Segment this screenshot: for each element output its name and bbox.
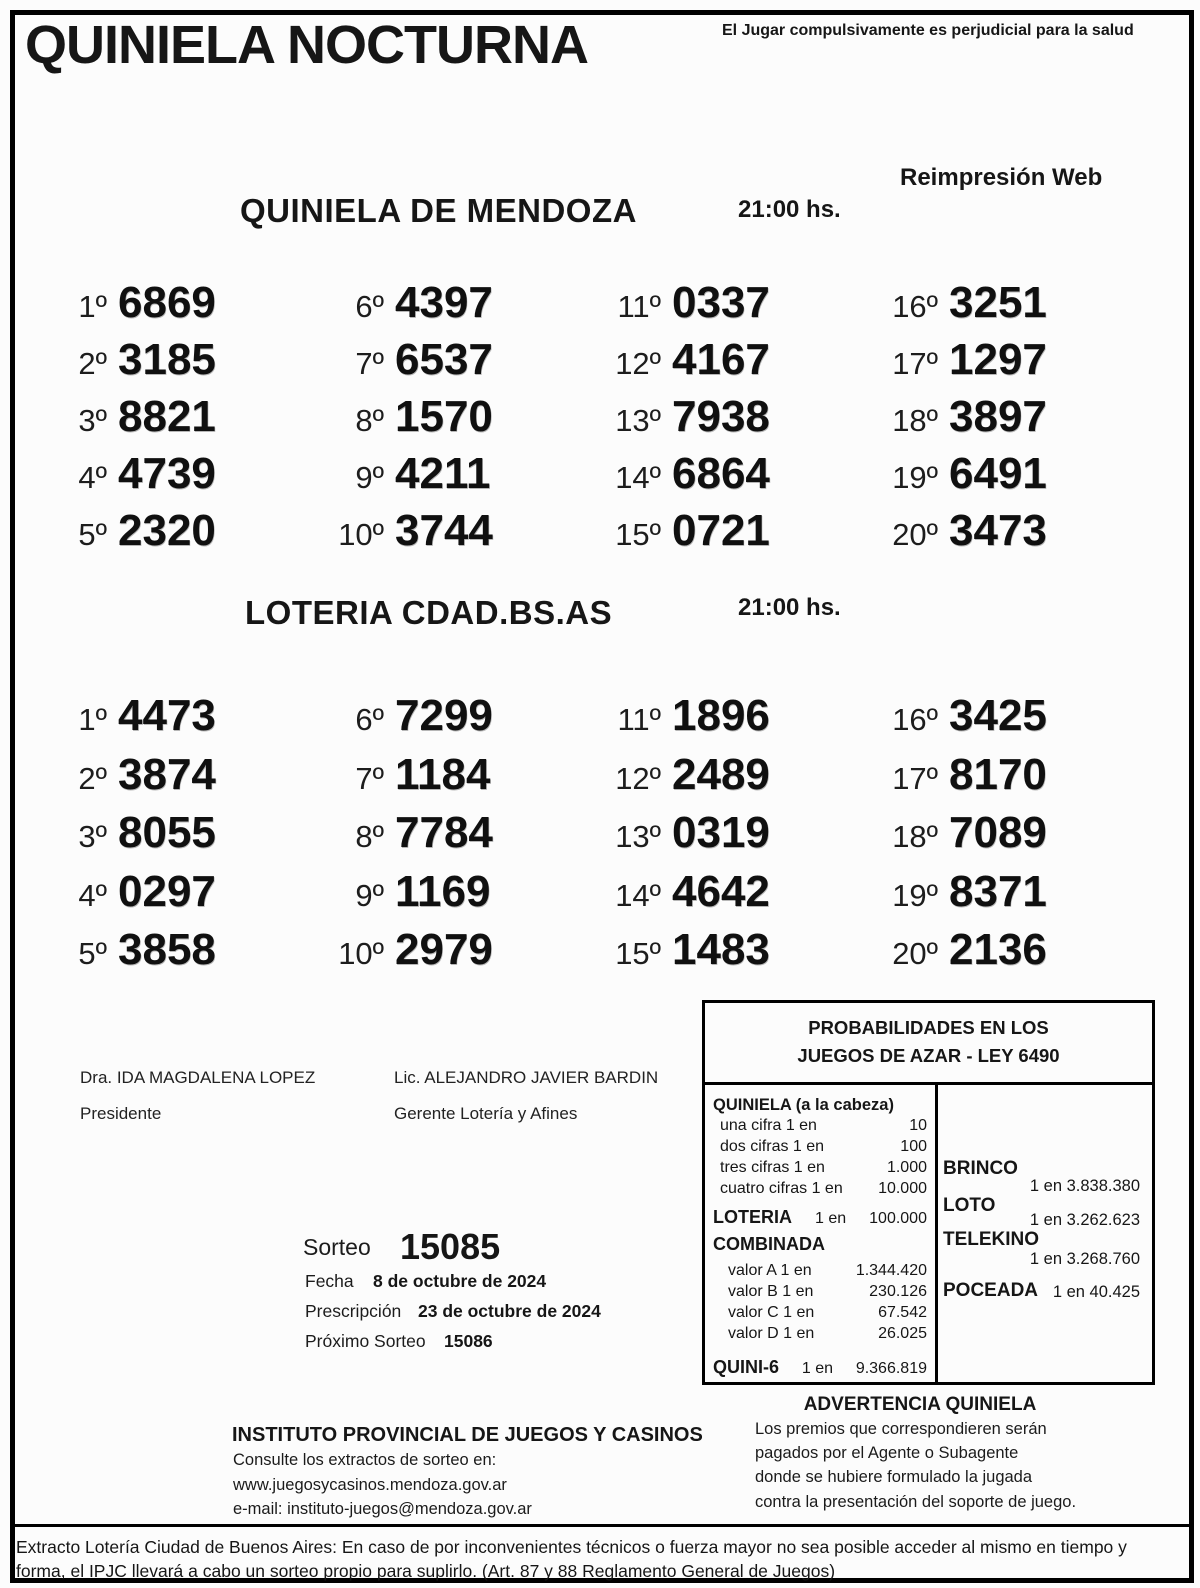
result-cell: [594, 746, 871, 805]
odds-row: [713, 1138, 927, 1159]
result-cell: [40, 687, 317, 746]
odds-row: [713, 1159, 927, 1180]
odds-label: valor D 1 en: [728, 1325, 815, 1342]
loto-odds: 1 en 3.262.623: [1029, 1211, 1140, 1229]
result-cell: [594, 502, 871, 559]
result-position: 8º: [355, 819, 384, 854]
result-cell: [317, 388, 594, 445]
result-number: 4211: [395, 449, 491, 498]
result-number: 3897: [949, 392, 1047, 441]
mendoza-draw-time: 21:00 hs.: [738, 196, 841, 223]
result-cell: [871, 274, 1148, 331]
result-number: 1169: [395, 866, 491, 916]
result-position: 18º: [892, 819, 938, 854]
mendoza-results-grid: [40, 274, 1148, 559]
odds-row: [713, 1262, 927, 1283]
result-position: 19º: [892, 877, 938, 913]
result-number: 1570: [395, 392, 493, 441]
result-number: 3185: [118, 335, 216, 384]
result-position: 5º: [78, 936, 107, 971]
telekino-label: TELEKINO: [943, 1229, 1040, 1250]
odds-value: 26.025: [878, 1325, 927, 1342]
result-cell: [594, 863, 871, 922]
result-cell: [871, 502, 1148, 559]
result-position: 19º: [892, 460, 938, 495]
signature-right-name: Lic. ALEJANDRO JAVIER BARDIN: [394, 1068, 659, 1087]
page-title: QUINIELA NOCTURNA: [25, 15, 588, 75]
health-warning: El Jugar compulsivamente es perjudicial para la salud: [722, 22, 1134, 39]
instituto-website: www.juegosycasinos.mendoza.gov.ar: [233, 1476, 507, 1494]
result-position: 5º: [78, 517, 107, 552]
odds-value: 1.344.420: [855, 1262, 927, 1279]
result-position: 4º: [78, 460, 107, 495]
result-cell: [871, 921, 1148, 980]
result-cell: [40, 445, 317, 502]
result-number: 2136: [949, 925, 1047, 974]
result-cell: [317, 804, 594, 863]
result-number: 8170: [949, 749, 1047, 799]
probabilities-title-line2: JUEGOS DE AZAR - LEY 6490: [797, 1045, 1060, 1066]
combinada-header: COMBINADA: [713, 1234, 825, 1254]
mendoza-section-title: QUINIELA DE MENDOZA: [240, 192, 637, 229]
result-position: 17º: [892, 346, 938, 381]
result-number: 1297: [949, 335, 1047, 384]
result-number: 2320: [118, 506, 216, 555]
result-number: 7299: [395, 691, 493, 740]
result-cell: [871, 445, 1148, 502]
odds-row: [713, 1180, 927, 1201]
result-position: 3º: [78, 819, 107, 854]
result-position: 18º: [892, 403, 938, 438]
bsas-section-title: LOTERIA CDAD.BS.AS: [245, 594, 613, 631]
probabilities-horizontal-divider: [705, 1082, 1152, 1085]
odds-value: 10.000: [878, 1180, 927, 1197]
odds-label: valor A 1 en: [728, 1262, 812, 1279]
quini6-odds-value: 9.366.819: [855, 1360, 927, 1377]
probabilities-left-column: [713, 1096, 927, 1379]
odds-row: [713, 1117, 927, 1138]
odds-value: 1.000: [886, 1159, 927, 1176]
result-number: 8371: [949, 866, 1047, 916]
result-number: 8055: [118, 808, 216, 857]
result-position: 10º: [338, 517, 384, 552]
proximo-sorteo-label: Próximo Sorteo: [305, 1331, 426, 1351]
odds-value: 67.542: [878, 1304, 927, 1321]
result-number: 0337: [672, 278, 770, 327]
result-number: 1184: [395, 749, 491, 799]
result-number: 7938: [672, 392, 770, 441]
result-position: 9º: [355, 460, 384, 495]
fecha-value: 8 de octubre de 2024: [373, 1271, 547, 1291]
probabilities-title-line1: PROBABILIDADES EN LOS: [808, 1017, 1049, 1038]
odds-label: una cifra 1 en: [720, 1117, 817, 1134]
advertencia-line: donde se hubiere formulado la jugada: [755, 1468, 1033, 1486]
result-position: 16º: [892, 702, 938, 737]
loteria-odds-label: LOTERIA: [713, 1207, 792, 1227]
result-position: 9º: [355, 877, 384, 913]
brinco-odds: 1 en 3.838.380: [1029, 1177, 1140, 1195]
footer-divider: [10, 1524, 1194, 1527]
result-cell: [40, 804, 317, 863]
instituto-title: INSTITUTO PROVINCIAL DE JUEGOS Y CASINOS: [232, 1424, 703, 1446]
result-cell: [594, 331, 871, 388]
probabilities-vertical-divider: [935, 1085, 938, 1382]
result-number: 4473: [118, 691, 216, 740]
result-cell: [40, 331, 317, 388]
result-number: 3425: [949, 691, 1047, 740]
result-number: 4739: [118, 449, 216, 498]
result-number: 3744: [395, 506, 493, 555]
result-position: 15º: [615, 936, 661, 971]
result-cell: [317, 863, 594, 922]
footer-note-line1: Extracto Lotería Ciudad de Buenos Aires: En caso de por inconvenientes técnicos o fuerza mayor no sea posible acceder al mismo en tiempo y: [16, 1537, 1127, 1557]
odds-row: [713, 1325, 927, 1346]
result-number: 6864: [672, 449, 770, 498]
advertencia-line: contra la presentación del soporte de juego.: [755, 1493, 1077, 1511]
result-number: 7089: [949, 808, 1047, 857]
instituto-email: e-mail: instituto-juegos@mendoza.gov.ar: [233, 1500, 532, 1518]
result-number: 4642: [672, 866, 770, 916]
result-cell: [317, 746, 594, 805]
result-cell: [871, 804, 1148, 863]
loteria-odds-value: 100.000: [869, 1210, 927, 1227]
result-position: 2º: [78, 346, 107, 381]
result-cell: [40, 502, 317, 559]
result-position: 14º: [615, 877, 661, 913]
result-position: 4º: [78, 877, 107, 913]
poceada-odds: 1 en 40.425: [1052, 1283, 1140, 1301]
odds-label: cuatro cifras 1 en: [720, 1180, 843, 1197]
result-number: 7784: [395, 808, 493, 857]
result-cell: [40, 863, 317, 922]
result-number: 4397: [395, 278, 493, 327]
result-number: 0721: [672, 506, 770, 555]
result-cell: [871, 388, 1148, 445]
quini6-odds-label: QUINI-6: [713, 1357, 780, 1377]
result-position: 7º: [355, 760, 384, 796]
result-position: 14º: [615, 460, 661, 495]
result-number: 6491: [949, 449, 1047, 498]
odds-label: valor B 1 en: [728, 1283, 814, 1300]
result-position: 13º: [615, 403, 661, 438]
result-position: 16º: [892, 289, 938, 324]
odds-label: valor C 1 en: [728, 1304, 815, 1321]
prescripcion-value: 23 de octubre de 2024: [418, 1301, 601, 1321]
result-cell: [317, 687, 594, 746]
result-number: 3473: [949, 506, 1047, 555]
sorteo-number: 15085: [400, 1226, 501, 1267]
result-position: 11º: [617, 289, 661, 324]
result-number: 1483: [672, 925, 770, 974]
result-cell: [594, 388, 871, 445]
odds-value: 100: [900, 1138, 927, 1155]
loteria-odds-mid: 1 en: [815, 1210, 847, 1227]
result-cell: [40, 921, 317, 980]
result-position: 7º: [355, 346, 384, 381]
result-number: 0319: [672, 808, 770, 857]
result-position: 1º: [78, 289, 107, 324]
result-cell: [871, 863, 1148, 922]
result-number: 3874: [118, 749, 216, 799]
advertencia-line: Los premios que correspondieren serán: [755, 1420, 1047, 1438]
odds-value: 230.126: [869, 1283, 927, 1300]
result-number: 6537: [395, 335, 493, 384]
loto-label: LOTO: [943, 1195, 996, 1216]
poceada-label: POCEADA: [943, 1280, 1039, 1301]
result-position: 12º: [615, 346, 661, 381]
brinco-label: BRINCO: [943, 1158, 1018, 1179]
instituto-consulte-line: Consulte los extractos de sorteo en:: [233, 1451, 497, 1469]
result-position: 20º: [892, 936, 938, 971]
result-cell: [317, 274, 594, 331]
sorteo-label: Sorteo: [303, 1234, 371, 1260]
proximo-sorteo-value: 15086: [444, 1331, 493, 1351]
odds-label: dos cifras 1 en: [720, 1138, 825, 1155]
result-position: 12º: [615, 760, 661, 796]
result-number: 4167: [672, 335, 770, 384]
result-cell: [871, 687, 1148, 746]
prescripcion-label: Prescripción: [305, 1301, 402, 1321]
signature-left-name: Dra. IDA MAGDALENA LOPEZ: [80, 1068, 316, 1087]
result-number: 6869: [118, 278, 216, 327]
reprint-label: Reimpresión Web: [900, 164, 1103, 191]
bsas-draw-time: 21:00 hs.: [738, 594, 841, 621]
result-position: 13º: [615, 819, 661, 854]
result-position: 10º: [338, 936, 384, 971]
result-cell: [594, 687, 871, 746]
result-cell: [317, 445, 594, 502]
odds-value: 10: [909, 1117, 927, 1134]
signature-right-role: Gerente Lotería y Afines: [394, 1104, 578, 1123]
result-cell: [594, 274, 871, 331]
odds-row: [713, 1304, 927, 1325]
result-position: 2º: [78, 760, 107, 796]
result-position: 6º: [355, 289, 384, 324]
quiniela-odds-header: QUINIELA (a la cabeza): [713, 1096, 894, 1114]
result-cell: [317, 331, 594, 388]
advertencia-line: pagados por el Agente o Subagente: [755, 1444, 1019, 1462]
result-number: 0297: [118, 866, 216, 916]
result-cell: [871, 746, 1148, 805]
result-cell: [871, 331, 1148, 388]
loteria-odds-row: [713, 1207, 927, 1229]
result-position: 1º: [78, 702, 107, 737]
result-position: 17º: [892, 760, 938, 796]
result-number: 3251: [949, 278, 1047, 327]
result-cell: [40, 746, 317, 805]
footer-note-line2: forma, el IPJC llevará a cabo un sorteo propio para suplirlo. (Art. 87 y 88 Reglamento General de Juegos): [16, 1561, 836, 1581]
result-number: 1896: [672, 691, 770, 740]
result-cell: [594, 921, 871, 980]
result-position: 8º: [355, 403, 384, 438]
advertencia-title: ADVERTENCIA QUINIELA: [803, 1394, 1037, 1415]
result-position: 11º: [617, 702, 661, 737]
result-position: 20º: [892, 517, 938, 552]
result-number: 8821: [118, 392, 216, 441]
result-cell: [317, 921, 594, 980]
result-cell: [594, 445, 871, 502]
telekino-odds: 1 en 3.268.760: [1029, 1250, 1140, 1268]
result-number: 2979: [395, 925, 493, 974]
result-number: 2489: [672, 749, 770, 799]
bsas-results-grid: [40, 687, 1148, 980]
probabilities-title: [702, 1014, 1155, 1070]
fecha-label: Fecha: [305, 1271, 354, 1291]
result-cell: [40, 274, 317, 331]
signature-left-role: Presidente: [80, 1104, 162, 1123]
odds-row: [713, 1283, 927, 1304]
quini6-odds-mid: 1 en: [801, 1360, 833, 1377]
odds-label: tres cifras 1 en: [720, 1159, 825, 1176]
result-position: 15º: [615, 517, 661, 552]
result-cell: [317, 502, 594, 559]
quini6-odds-row: [713, 1357, 927, 1379]
result-cell: [594, 804, 871, 863]
result-position: 6º: [355, 702, 384, 737]
result-number: 3858: [118, 925, 216, 974]
result-position: 3º: [78, 403, 107, 438]
result-cell: [40, 388, 317, 445]
